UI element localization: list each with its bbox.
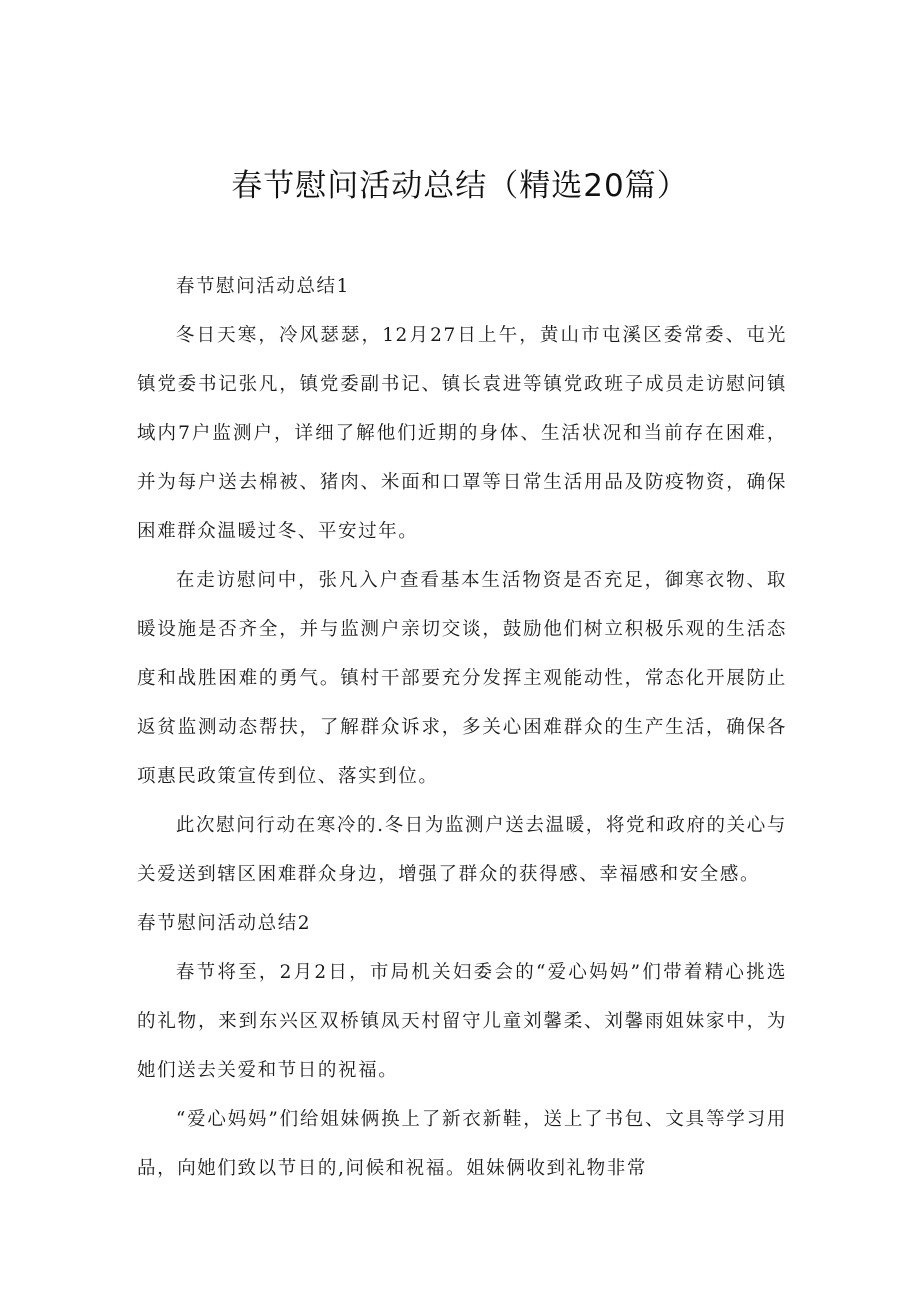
document-body — [137, 262, 787, 1193]
section-heading: 春节慰问活动总结1 — [175, 276, 351, 297]
paragraph: 冬日天寒，冷风瑟瑟，12月27日上午，黄山市屯溪区委常委、屯光镇党委书记张凡，镇党委副书记、镇长袁进等镇党政班子成员走访慰问镇域内7户监测户，详细了解他们近期的身体、生活状况和当前存在困难，并为每户送去棉被、猪肉、米面和口罩等日常生活用品及防疫物资，确保困难群众温暖过冬、平安过年。 — [137, 325, 787, 542]
paragraph: 春节将至，2月2日，市局机关妇委会的“爱心妈妈”们带着精心挑选的礼物，来到东兴区双桥镇凤天村留守儿童刘馨柔、刘馨雨姐妹家中，为她们送去关爱和节日的祝福。 — [137, 962, 787, 1081]
paragraph: 在走访慰问中，张凡入户查看基本生活物资是否充足，御寒衣物、取暖设施是否齐全，并与监测户亲切交谈，鼓励他们树立积极乐观的生活态度和战胜困难的勇气。镇村干部要充分发挥主观能动性，常态化开展防止返贫监测动态帮扶，了解群众诉求，多关心困难群众的生产生活，确保各项惠民政策宣传到位、落实到位。 — [137, 570, 787, 787]
paragraph: 此次慰问行动在寒冷的.冬日为监测户送去温暖，将党和政府的关心与关爱送到辖区困难群众身边，增强了群众的获得感、幸福感和安全感。 — [137, 815, 787, 885]
paragraph: “爱心妈妈”们给姐妹俩换上了新衣新鞋，送上了书包、文具等学习用品，向她们致以节日的,问候和祝福。姐妹俩收到礼物非常 — [137, 1109, 787, 1179]
document-title: 春节慰问活动总结（精选20篇） — [231, 168, 689, 204]
section-heading: 春节慰问活动总结2 — [137, 913, 312, 934]
